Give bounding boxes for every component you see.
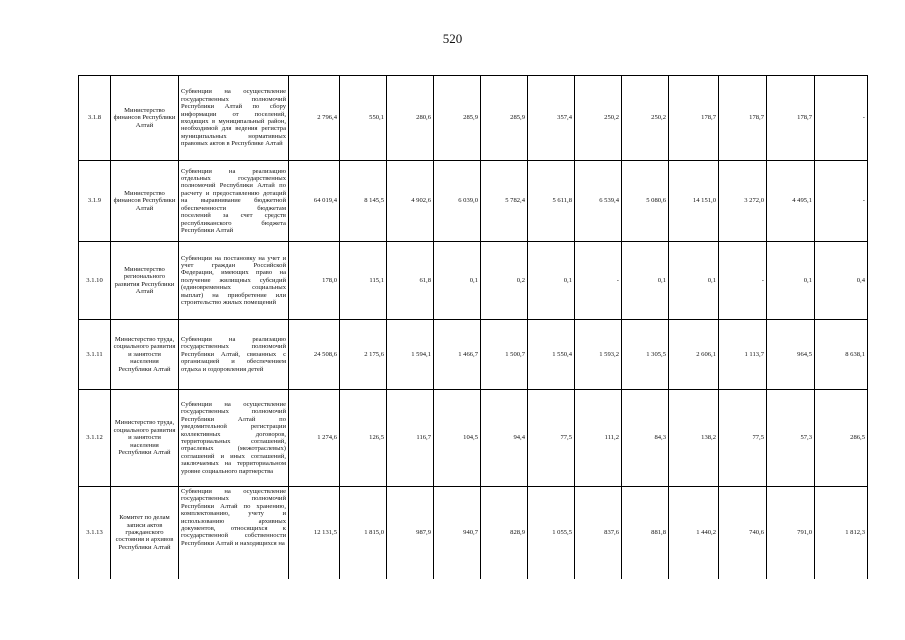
row-value: 987,9 [387, 487, 434, 579]
row-description: Субвенции на осуществление государственных полномочий Республики Алтай по сбору информации от поселений, входящих в муниципальный район, необходимой для ведения регистра муниципальных нормативных правовых актов в Республике Алтай [179, 76, 289, 161]
row-value: 57,3 [767, 390, 815, 487]
row-organization: Министерство регионального развития Республики Алтай [111, 242, 179, 320]
row-value: 1 812,3 [815, 487, 868, 579]
table-row [79, 320, 868, 390]
page-number: 520 [442, 31, 463, 46]
row-value: 357,4 [528, 76, 575, 161]
row-value: 0,4 [815, 242, 868, 320]
row-total: 1 274,6 [289, 390, 340, 487]
row-value: 6 039,0 [434, 161, 481, 242]
row-value: 280,6 [387, 76, 434, 161]
row-value: - [719, 242, 767, 320]
row-value: 126,5 [340, 390, 387, 487]
table-row [79, 390, 868, 487]
row-value: 0,1 [434, 242, 481, 320]
row-value: 1 055,5 [528, 487, 575, 579]
row-value: 791,0 [767, 487, 815, 579]
row-value: 104,5 [434, 390, 481, 487]
row-description: Субвенции на реализацию отдельных государственных полномочий Республики Алтай по расчету и предоставлению дотаций на выравнивание бюджетной обеспеченности бюджетам поселений за счет средств республиканского бюджета Республики Алтай [179, 161, 289, 242]
row-value: 1 594,1 [387, 320, 434, 390]
row-value: 111,2 [575, 390, 622, 487]
row-organization: Министерство труда, социального развития и занятости населения Республики Алтай [111, 390, 179, 487]
row-value: 550,1 [340, 76, 387, 161]
row-code: 3.1.10 [79, 242, 111, 320]
row-value: 178,7 [669, 76, 719, 161]
row-organization: Министерство финансов Республики Алтай [111, 76, 179, 161]
row-value: 0,1 [767, 242, 815, 320]
row-value: 5 080,6 [622, 161, 669, 242]
row-value: - [815, 161, 868, 242]
row-value: 1 550,4 [528, 320, 575, 390]
row-value: 286,5 [815, 390, 868, 487]
row-value: 1 305,5 [622, 320, 669, 390]
row-value: 8 145,5 [340, 161, 387, 242]
row-value: - [815, 76, 868, 161]
row-value: 2 606,1 [669, 320, 719, 390]
row-value: 178,7 [767, 76, 815, 161]
row-value: 4 902,6 [387, 161, 434, 242]
row-value: 940,7 [434, 487, 481, 579]
row-value: 964,5 [767, 320, 815, 390]
row-value: 2 175,6 [340, 320, 387, 390]
row-total: 24 508,6 [289, 320, 340, 390]
table-row [79, 76, 868, 161]
row-value: 1 466,7 [434, 320, 481, 390]
row-total: 2 796,4 [289, 76, 340, 161]
row-value: 740,6 [719, 487, 767, 579]
row-value: 77,5 [528, 390, 575, 487]
row-value: 1 500,7 [481, 320, 528, 390]
row-value: 178,7 [719, 76, 767, 161]
table-row [79, 161, 868, 242]
row-organization: Комитет по делам записи актов гражданского состояния и архивов Республики Алтай [111, 487, 179, 579]
row-value: 8 638,1 [815, 320, 868, 390]
row-description: Субвенции на осуществление государственных полномочий Республики Алтай по хранению, комплектованию, учету и использованию архивных документов, относящихся к государственной собственности Республики Алтай и находящихся на [179, 487, 289, 579]
row-value: 5 611,8 [528, 161, 575, 242]
row-description: Субвенции на постановку на учет и учет граждан Российской Федерации, имеющих право на получение жилищных субсидий (единовременных социальных выплат) на приобретение или строительство жилых помещений [179, 242, 289, 320]
row-value: 77,5 [719, 390, 767, 487]
row-value: 1 815,0 [340, 487, 387, 579]
budget-table [78, 75, 868, 579]
row-description: Субвенции на осуществление государственных полномочий Республики Алтай по уведомительной регистрации коллективных договоров, территориальных соглашений, отраслевых (межотраслевых) соглашений и иных соглашений, заключаемых на территориальном уровне социального партнерства [179, 390, 289, 487]
row-value: 3 272,0 [719, 161, 767, 242]
row-value: 61,8 [387, 242, 434, 320]
row-value: 1 113,7 [719, 320, 767, 390]
row-value: 1 593,2 [575, 320, 622, 390]
row-value: 84,3 [622, 390, 669, 487]
row-value: - [575, 242, 622, 320]
row-value: 285,9 [434, 76, 481, 161]
row-value: 0,1 [622, 242, 669, 320]
row-total: 64 019,4 [289, 161, 340, 242]
row-value: 115,1 [340, 242, 387, 320]
row-value: 250,2 [622, 76, 669, 161]
row-total: 12 131,5 [289, 487, 340, 579]
row-value: 116,7 [387, 390, 434, 487]
row-value: 5 782,4 [481, 161, 528, 242]
row-organization: Министерство финансов Республики Алтай [111, 161, 179, 242]
table-row [79, 487, 868, 579]
table-row [79, 242, 868, 320]
row-value: 6 539,4 [575, 161, 622, 242]
row-code: 3.1.13 [79, 487, 111, 579]
row-value: 250,2 [575, 76, 622, 161]
row-value: 1 440,2 [669, 487, 719, 579]
row-value: 837,6 [575, 487, 622, 579]
row-value: 828,9 [481, 487, 528, 579]
row-total: 178,0 [289, 242, 340, 320]
row-organization: Министерство труда, социального развития и занятости населения Республики Алтай [111, 320, 179, 390]
row-value: 0,2 [481, 242, 528, 320]
row-value: 4 495,1 [767, 161, 815, 242]
row-code: 3.1.11 [79, 320, 111, 390]
row-code: 3.1.9 [79, 161, 111, 242]
row-value: 881,8 [622, 487, 669, 579]
row-value: 285,9 [481, 76, 528, 161]
row-value: 14 151,0 [669, 161, 719, 242]
row-value: 138,2 [669, 390, 719, 487]
row-value: 0,1 [528, 242, 575, 320]
row-value: 0,1 [669, 242, 719, 320]
row-code: 3.1.8 [79, 76, 111, 161]
row-value: 94,4 [481, 390, 528, 487]
row-description: Субвенции на реализацию государственных полномочий Республики Алтай, связанных с организацией и обеспечением отдыха и оздоровления детей [179, 320, 289, 390]
row-code: 3.1.12 [79, 390, 111, 487]
